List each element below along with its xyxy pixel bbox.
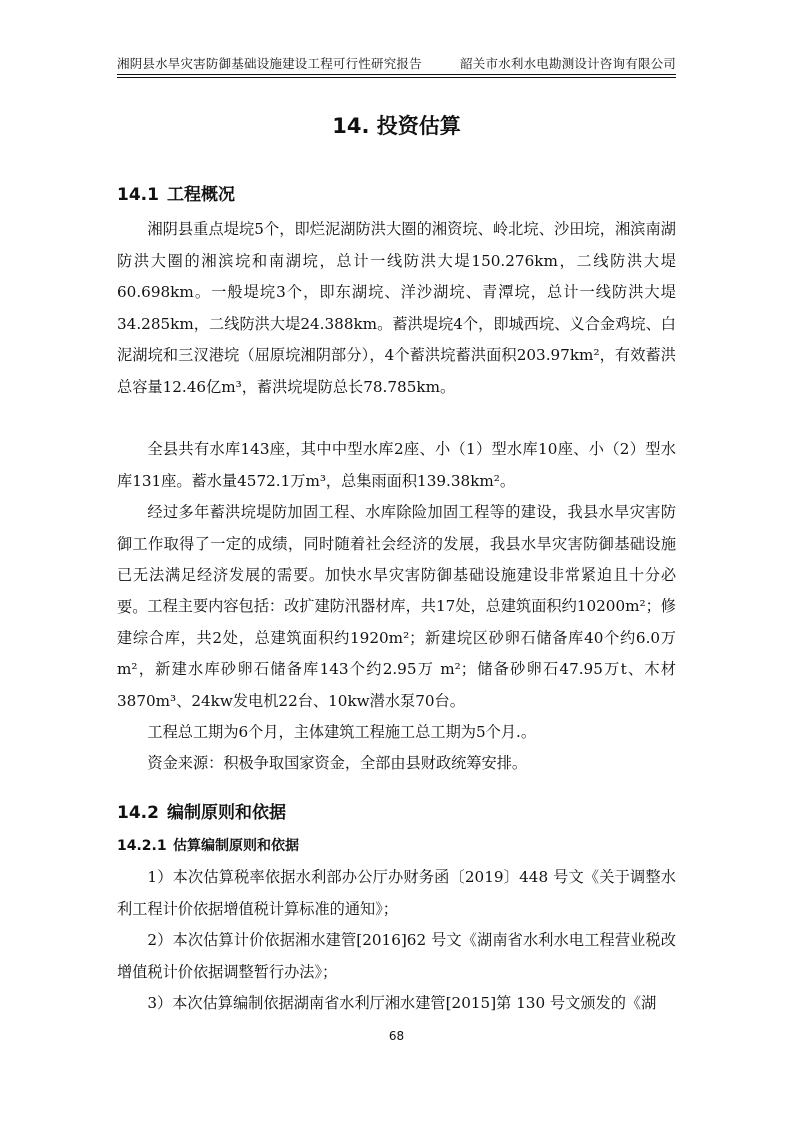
section-title: 工程概况 — [167, 185, 235, 205]
section-number: 14.2 — [117, 803, 159, 823]
paragraph-basis-1: 1）本次估算税率依据水利部办公厅办财务函〔2019〕448 号文《关于调整水利工程计价依据增值税计算标准的通知》； — [117, 868, 676, 918]
paragraph-schedule: 工程总工期为6个月，主体建筑工程施工总工期为5个月.。 — [147, 723, 537, 741]
paragraph-main-contents: 工程主要内容包括：改扩建防汛器材库，共17处，总建筑面积约10200m²；修建综合库，共2处，总建筑面积约1920m²；新建垸区砂卵石储备库40个约6.0万m²，新建水库砂卵石储备库143个约2.95万 m²；储备砂卵石47.95万t、木材3870m³、24kw发电机22台、10kw潜水泵70台。 — [117, 597, 676, 710]
chapter-title: 14. 投资估算 — [332, 114, 461, 138]
paragraph-basis-2: 2）本次估算计价依据湘水建管[2016]62 号文《湖南省水利水电工程营业税改增值税计价依据调整暂行办法》； — [117, 931, 676, 981]
page-number: 68 — [388, 1029, 405, 1043]
running-header — [117, 54, 676, 72]
paragraph-reservoirs: 全县共有水库143座，其中中型水库2座、小（1）型水库10座、小（2）型水库131座。蓄水量4572.1万m³，总集雨面积139.38km²。 — [117, 440, 676, 490]
paragraph-overview-levees: 湘阴县重点堤垸5个，即烂泥湖防洪大圈的湘资垸、岭北垸、沙田垸，湘滨南湖防洪大圈的湘滨垸和南湖垸，总计一线防洪大堤150.276km，二线防洪大堤60.698km。一般堤垸3个，即东湖垸、洋沙湖垸、青潭垸，总计一线防洪大堤34.285km，二线防洪大堤24.388km。蓄洪堤垸4个，即城西垸、义合金鸡垸、白泥湖垸和三汊港垸（屈原垸湘阴部分），4个蓄洪垸蓄洪面积203.97km²，有效蓄洪总容量12.46亿m³，蓄洪垸堤防总长78.785km。 — [117, 220, 676, 396]
section-heading-14-2 — [117, 798, 286, 823]
header-rule-thick — [117, 74, 676, 75]
subsection-title: 估算编制原则和依据 — [173, 838, 299, 854]
header-rule-thin — [117, 77, 676, 78]
section-title: 编制原则和依据 — [167, 803, 286, 823]
subsection-heading-14-2-1 — [117, 835, 299, 855]
paragraph-basis-3: 3）本次估算编制依据湖南省水利厅湘水建管[2015]第 130 号文颁发的《湖 — [147, 994, 657, 1012]
paragraph-necessity: 经过多年蓄洪垸堤防加固工程、水库除险加固工程等的建设，我县水旱灾害防御工作取得了一定的成绩，同时随着社会经济的发展，我县水旱灾害防御基础设施已无法满足经济发展的需要。加快水旱灾害防御基础设施建设非常紧迫且十分必要。 — [117, 503, 676, 616]
section-heading-14-1 — [117, 180, 235, 205]
section-number: 14.1 — [117, 185, 159, 205]
header-company-name: 韶关市水利水电勘测设计咨询有限公司 — [460, 56, 676, 71]
subsection-number: 14.2.1 — [117, 838, 167, 854]
header-report-title: 湘阴县水旱灾害防御基础设施建设工程可行性研究报告 — [117, 56, 422, 71]
paragraph-funding: 资金来源：积极争取国家资金，全部由县财政统筹安排。 — [147, 754, 528, 772]
